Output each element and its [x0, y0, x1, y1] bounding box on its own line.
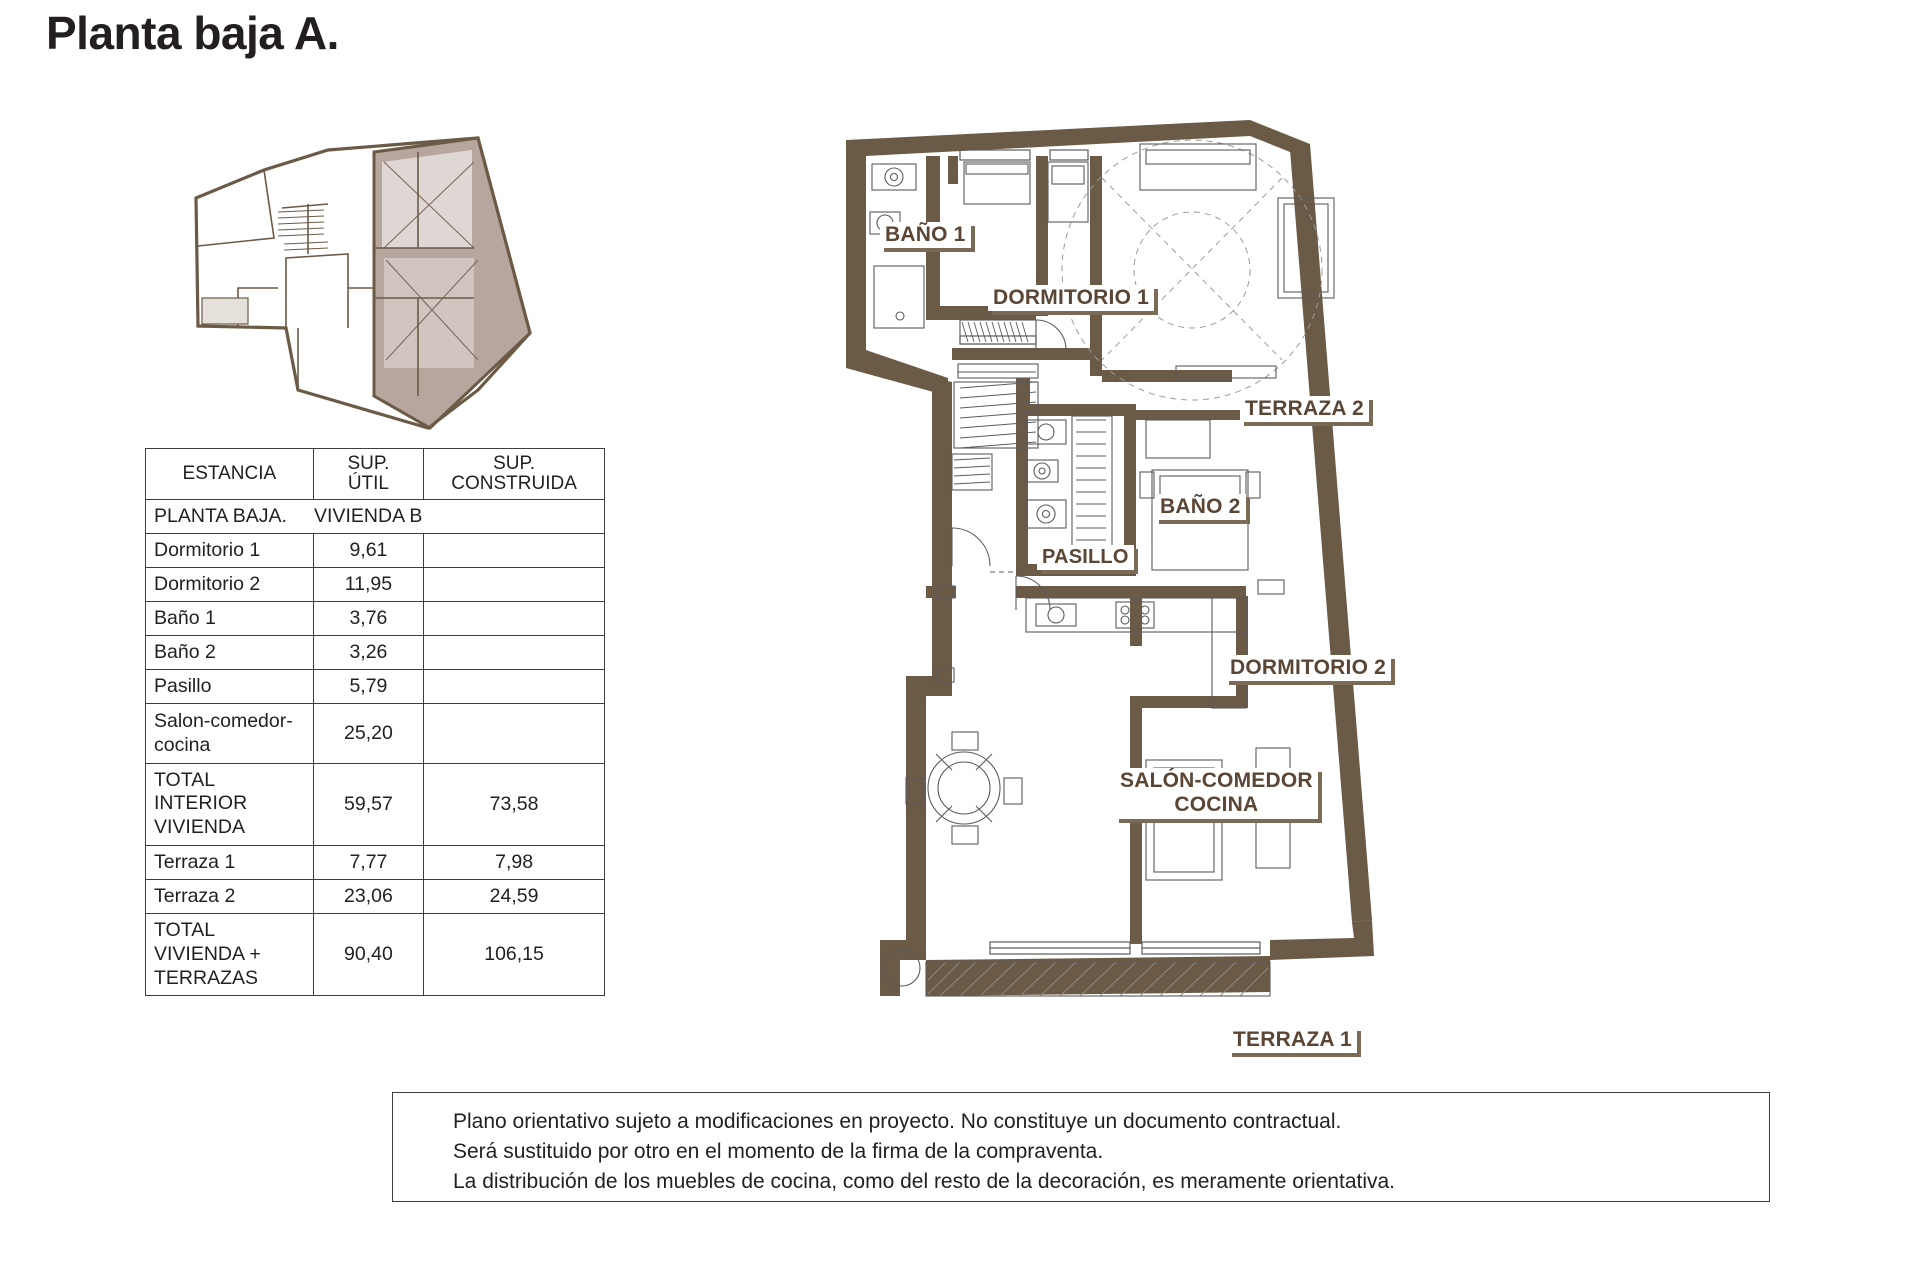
table-row: [146, 669, 605, 703]
label-salon-comedor-cocina: [1115, 768, 1318, 819]
row-room: Terraza 1: [146, 845, 314, 879]
highlighted-unit: [374, 138, 530, 428]
row-useful: 5,79: [313, 669, 423, 703]
label-salon-line1: SALÓN-COMEDOR: [1120, 769, 1313, 792]
label-dormitorio-2: DORMITORIO 2: [1225, 655, 1391, 681]
table-row-total-with-terraces: [146, 913, 605, 995]
shower-icon: [874, 266, 924, 328]
disclaimer-box: [392, 1092, 1770, 1202]
table-section-row: [146, 499, 605, 533]
areas-table-wrapper: [145, 448, 605, 996]
row-useful: 90,40: [313, 913, 423, 995]
label-salon-line2: COCINA: [1174, 793, 1259, 817]
row-room: Terraza 2: [146, 879, 314, 913]
table-row: [146, 567, 605, 601]
section-left: PLANTA BAJA.: [154, 504, 287, 527]
row-built: [424, 567, 605, 601]
table-row: [146, 533, 605, 567]
row-built: 24,59: [424, 879, 605, 913]
areas-table: [145, 448, 605, 996]
row-built: [424, 669, 605, 703]
row-built: [424, 703, 605, 763]
row-room-text: Salon-comedor-cocina: [154, 709, 293, 757]
row-useful: 11,95: [313, 567, 423, 601]
row-useful: 3,26: [313, 635, 423, 669]
row-built: 73,58: [424, 763, 605, 845]
header-useful-line1: SUP.: [347, 453, 390, 474]
disclaimer-line-2: Será sustituido por otro en el momento de la firma de la compraventa.: [453, 1139, 1104, 1163]
header-room: ESTANCIA: [146, 449, 314, 500]
window-icon: [1050, 150, 1088, 160]
bed-icon: [1048, 162, 1088, 222]
row-room: Pasillo: [146, 669, 314, 703]
row-room: Dormitorio 1: [146, 533, 314, 567]
header-built: [424, 449, 605, 500]
row-useful: 25,20: [313, 703, 423, 763]
disclaimer-line-3: La distribución de los muebles de cocina, como del resto de la decoración, es meramente orientativa.: [453, 1169, 1396, 1193]
disclaimer-line-1: Plano orientativo sujeto a modificaciones en proyecto. No constituye un documento contractual.: [453, 1110, 1342, 1133]
key-plan-thumbnail: [178, 128, 548, 438]
row-room: Baño 1: [146, 601, 314, 635]
row-useful: 9,61: [313, 533, 423, 567]
header-built-line1: SUP.: [493, 453, 536, 474]
row-room: Dormitorio 2: [146, 567, 314, 601]
sofa-icon: [1140, 144, 1256, 190]
row-room: [146, 703, 314, 763]
row-built: [424, 533, 605, 567]
section-right: VIVIENDA B: [314, 504, 423, 527]
label-terraza-2: TERRAZA 2: [1240, 396, 1369, 422]
row-useful: 3,76: [313, 601, 423, 635]
window-icon: [960, 336, 1036, 344]
table-row-total-interior: [146, 763, 605, 845]
label-bano-2: BAÑO 2: [1155, 494, 1246, 520]
row-room: TOTAL INTERIOR VIVIENDA: [146, 763, 314, 845]
label-dormitorio-1: DORMITORIO 1: [988, 285, 1154, 311]
table-row: [146, 845, 605, 879]
row-room: Baño 2: [146, 635, 314, 669]
row-built: [424, 601, 605, 635]
table-header-row: [146, 449, 605, 500]
header-useful-line2: ÚTIL: [347, 472, 389, 494]
header-built-line2: CONSTRUIDA: [451, 472, 577, 494]
page-title: Planta baja A.: [46, 7, 339, 59]
table-row: [146, 635, 605, 669]
row-built: [424, 635, 605, 669]
row-built: 7,98: [424, 845, 605, 879]
nightstand-icon: [1146, 420, 1210, 458]
label-pasillo: PASILLO: [1037, 545, 1134, 570]
row-useful: 59,57: [313, 763, 423, 845]
wardrobe-icon: [964, 162, 1030, 204]
dining-table-icon: [928, 752, 1000, 824]
bed-icon: [1152, 470, 1248, 570]
row-useful: 23,06: [313, 879, 423, 913]
row-useful: 7,77: [313, 845, 423, 879]
window-icon: [960, 150, 1030, 160]
label-bano-1: BAÑO 1: [880, 222, 971, 248]
table-row: [146, 601, 605, 635]
row-room: TOTAL VIVIENDA + TERRAZAS: [146, 913, 314, 995]
label-terraza-1: TERRAZA 1: [1228, 1027, 1357, 1053]
section-label: [146, 499, 605, 533]
shower-hatch: [1076, 420, 1106, 552]
row-built: 106,15: [424, 913, 605, 995]
table-row: [146, 879, 605, 913]
header-useful: [313, 449, 423, 500]
floor-plan-drawing: [840, 120, 1620, 1080]
table-row: [146, 703, 605, 763]
